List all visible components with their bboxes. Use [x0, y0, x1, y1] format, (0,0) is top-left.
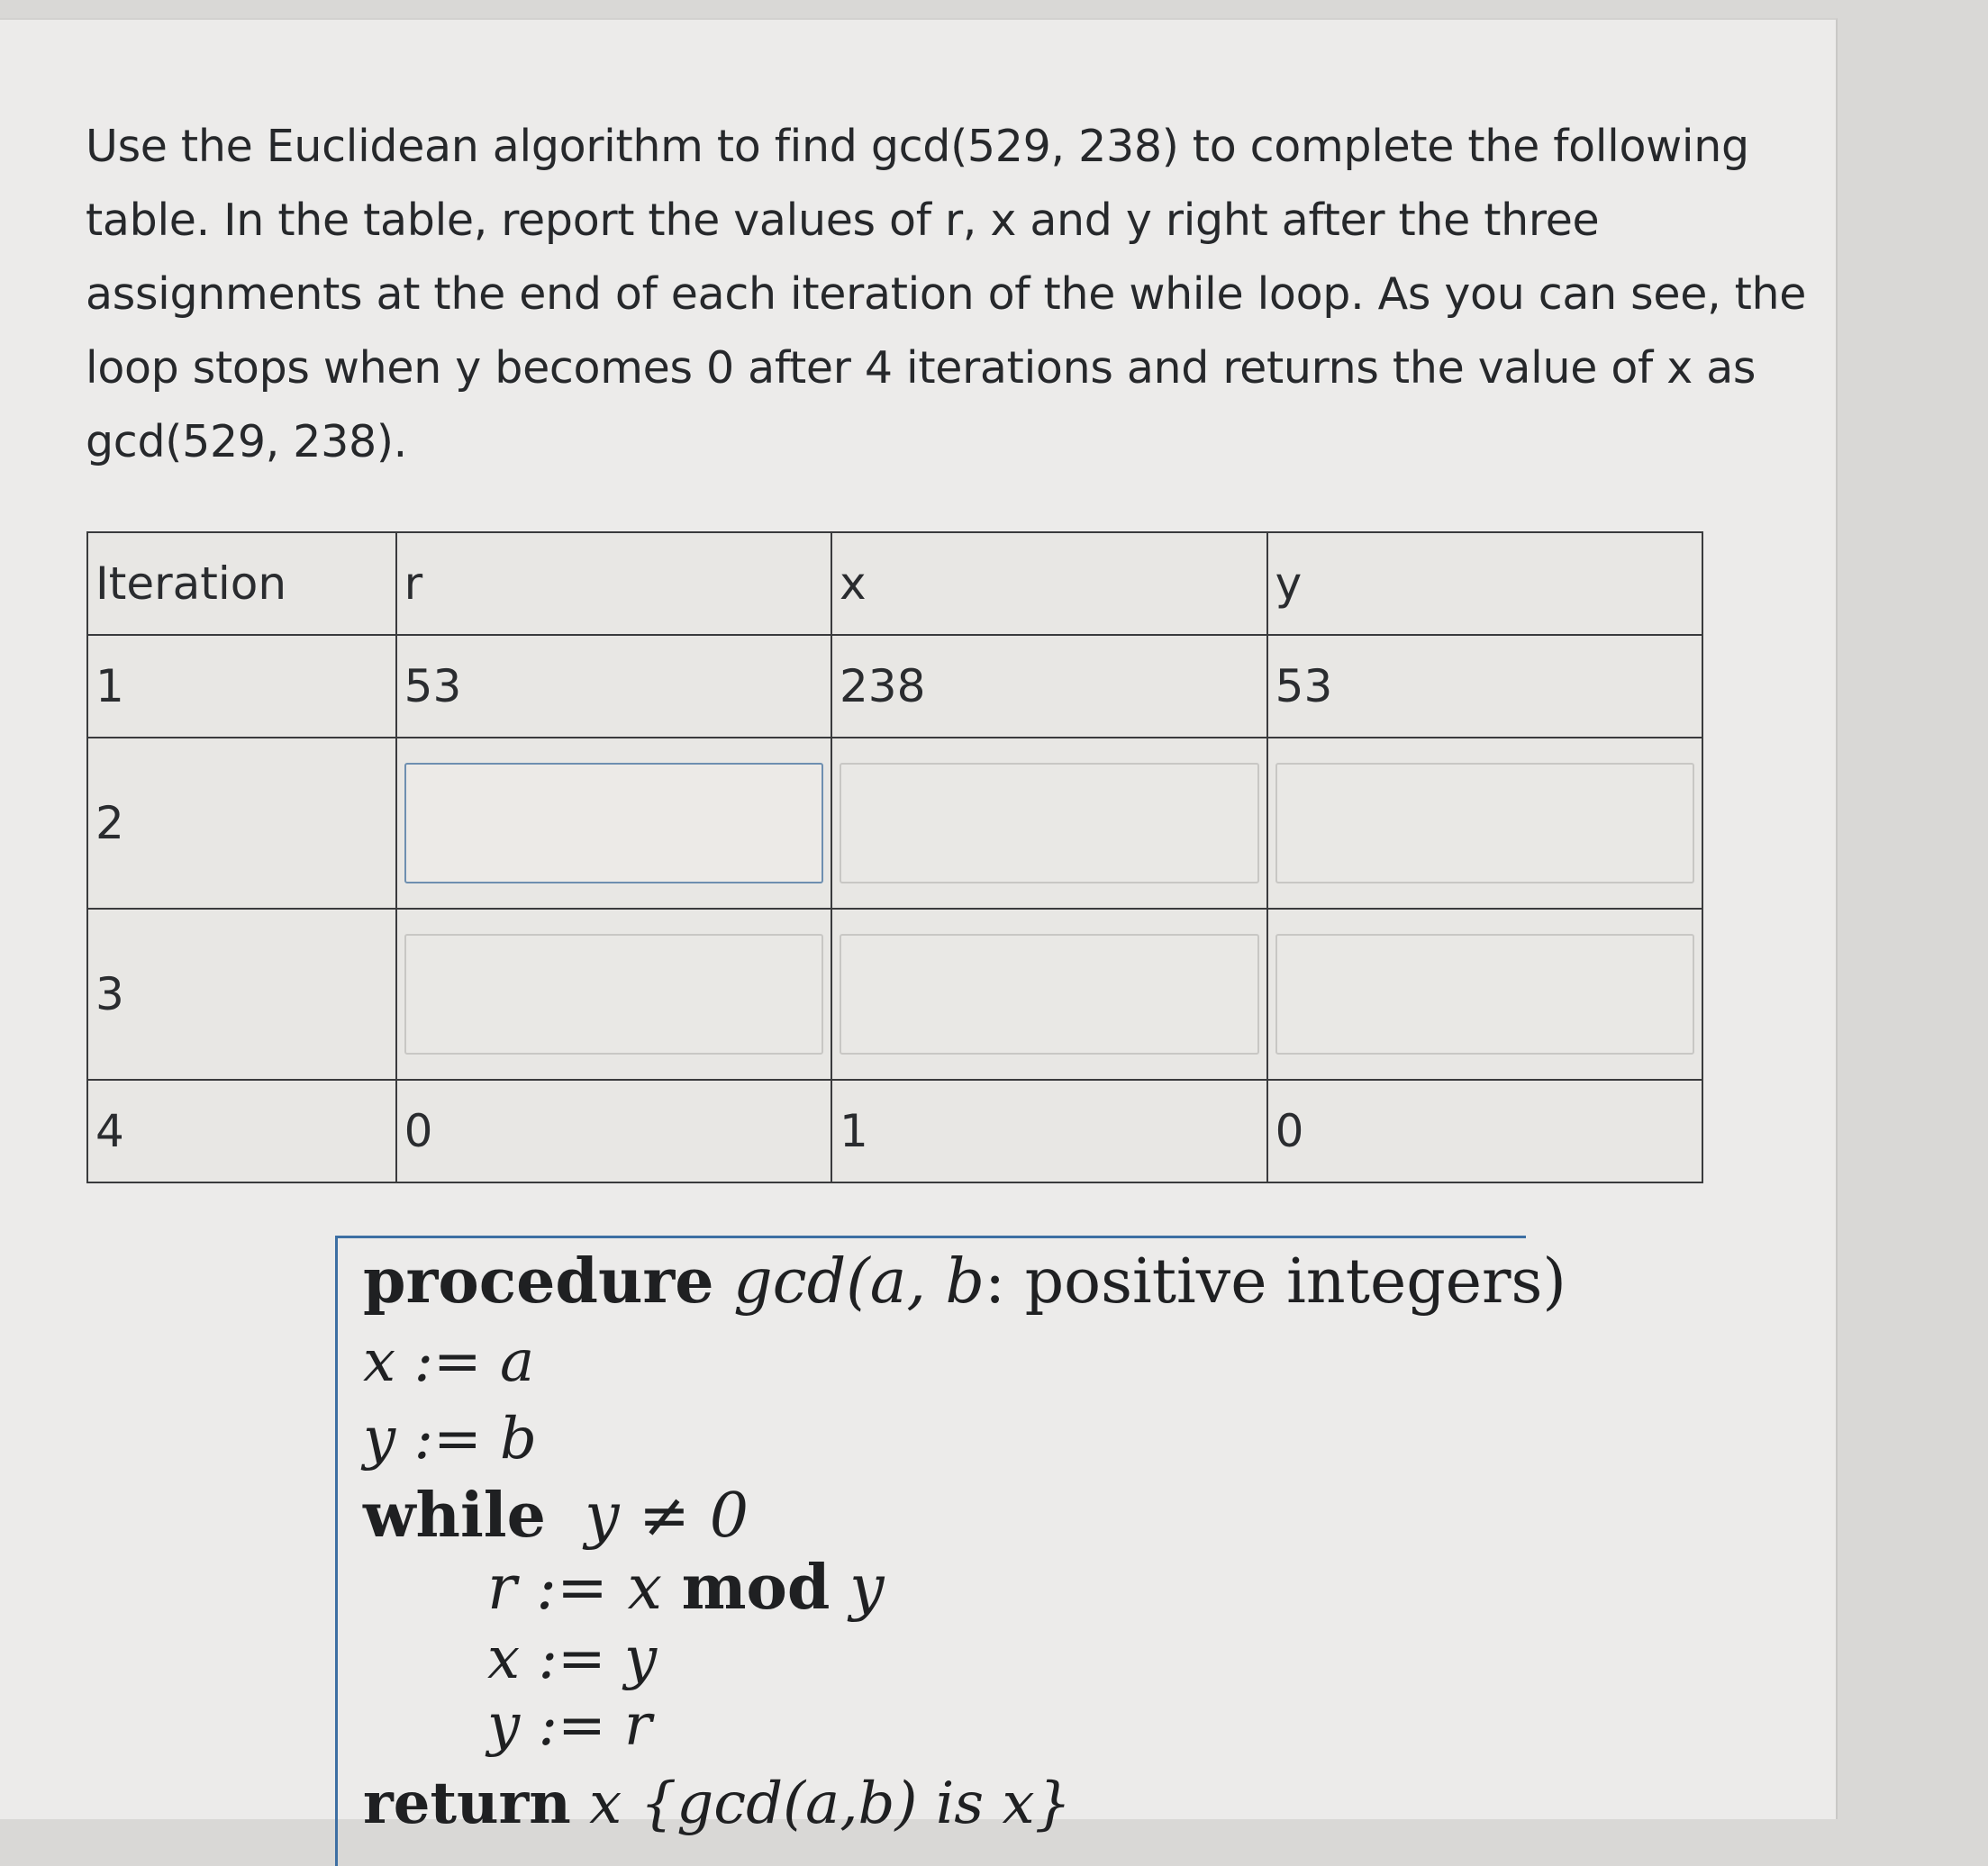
iteration-table — [86, 531, 1703, 1183]
cell-y — [1267, 909, 1702, 1080]
cell-x: 238 — [831, 635, 1267, 738]
algorithm-line: x := y — [487, 1626, 658, 1692]
answer-input-x-2[interactable] — [840, 763, 1259, 883]
algorithm-return-line — [363, 1770, 1071, 1837]
gcd-algorithm-figure — [335, 1236, 1566, 1866]
question-prompt — [86, 110, 1807, 479]
algorithm-line — [487, 1552, 884, 1624]
keyword-procedure: procedure — [363, 1246, 714, 1318]
answer-input-y-2[interactable] — [1275, 763, 1694, 883]
algorithm-line: y := b — [363, 1406, 537, 1472]
answer-input-r-2[interactable] — [404, 763, 823, 883]
prompt-line: gcd(529, 238). — [86, 416, 407, 467]
table-row — [87, 909, 1702, 1080]
cell-iteration: 3 — [87, 909, 396, 1080]
cell-x — [831, 909, 1267, 1080]
keyword-while: while — [363, 1480, 546, 1552]
cell-r — [396, 909, 831, 1080]
keyword-return: return — [363, 1770, 571, 1837]
cell-r: 0 — [396, 1080, 831, 1182]
cell-r — [396, 738, 831, 909]
header-y: y — [1267, 532, 1702, 635]
cell-x — [831, 738, 1267, 909]
header-r: r — [396, 532, 831, 635]
header-x: x — [831, 532, 1267, 635]
procedure-signature: gcd(a, b — [733, 1246, 985, 1318]
table-row — [87, 1080, 1702, 1182]
question-panel — [0, 18, 1838, 1837]
cell-y: 0 — [1267, 1080, 1702, 1182]
return-expression: x {gcd(a,b) is x} — [570, 1771, 1072, 1837]
algorithm-line: y := r — [487, 1692, 652, 1759]
cell-x: 1 — [831, 1080, 1267, 1182]
algorithm-procedure-line — [363, 1246, 1566, 1318]
header-iteration: Iteration — [87, 532, 396, 635]
answer-input-r-3[interactable] — [404, 934, 823, 1055]
mod-lhs: r := x — [487, 1553, 682, 1624]
prompt-line: assignments at the end of each iteration of the while loop. As you can see, the — [86, 268, 1807, 320]
procedure-params: : positive integers) — [985, 1246, 1566, 1318]
table-header-row — [87, 532, 1702, 635]
cell-iteration: 1 — [87, 635, 396, 738]
prompt-line: Use the Euclidean algorithm to find gcd(529, 238) to complete the following — [86, 121, 1749, 172]
prompt-line: table. In the table, report the values of r, x and y right after the three — [86, 195, 1600, 246]
algorithm-line: x := a — [363, 1328, 535, 1395]
mod-rhs: y — [830, 1553, 885, 1624]
answer-input-x-3[interactable] — [840, 934, 1259, 1055]
algorithm-while-line — [363, 1480, 749, 1552]
cell-y — [1267, 738, 1702, 909]
table-row — [87, 635, 1702, 738]
prompt-line: loop stops when y becomes 0 after 4 iterations and returns the value of x as — [86, 342, 1757, 394]
cell-iteration: 2 — [87, 738, 396, 909]
while-condition: y ≠ 0 — [585, 1481, 749, 1552]
cell-r: 53 — [396, 635, 831, 738]
keyword-mod: mod — [681, 1552, 831, 1624]
cell-y: 53 — [1267, 635, 1702, 738]
answer-input-y-3[interactable] — [1275, 934, 1694, 1055]
table-row — [87, 738, 1702, 909]
cell-iteration: 4 — [87, 1080, 396, 1182]
